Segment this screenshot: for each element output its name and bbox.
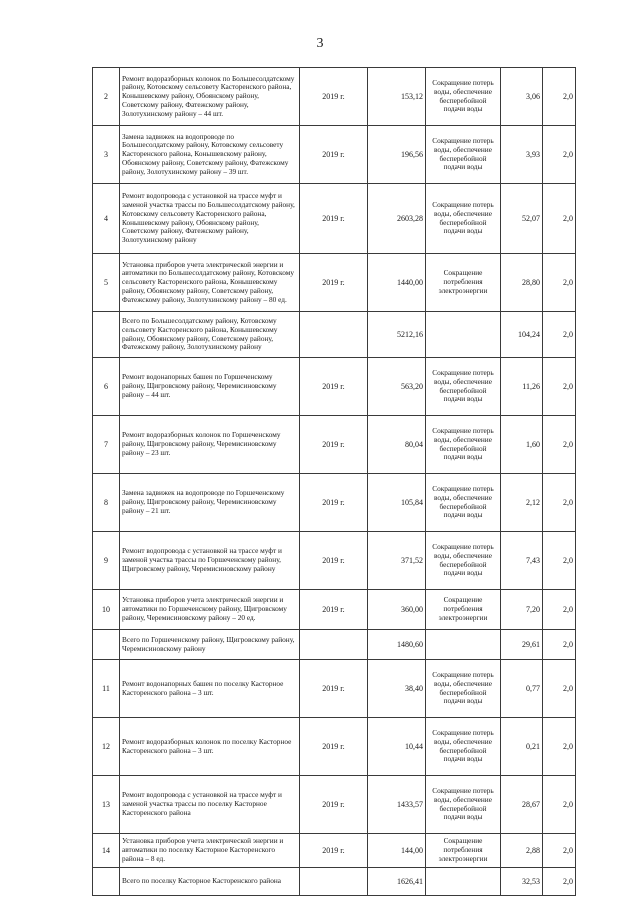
row-amount: 1626,41 (368, 868, 426, 896)
row-share: 29,61 (501, 630, 543, 660)
row-amount: 5212,16 (368, 312, 426, 358)
row-number: 14 (93, 834, 120, 868)
table-row (93, 358, 576, 416)
row-description: Ремонт водонапорных башен по поселку Касторное Касторенского района – 3 шт. (120, 660, 300, 718)
row-share: 104,24 (501, 312, 543, 358)
row-year: 2019 г. (300, 68, 368, 126)
row-amount: 196,56 (368, 126, 426, 184)
table-row (93, 660, 576, 718)
table-row (93, 532, 576, 590)
table-row (93, 474, 576, 532)
row-share: 2,88 (501, 834, 543, 868)
row-coefficient: 2,0 (543, 590, 576, 630)
row-share: 28,67 (501, 776, 543, 834)
row-year: 2019 г. (300, 358, 368, 416)
row-coefficient: 2,0 (543, 358, 576, 416)
row-number: 13 (93, 776, 120, 834)
row-number: 8 (93, 474, 120, 532)
row-year: 2019 г. (300, 776, 368, 834)
row-year: 2019 г. (300, 474, 368, 532)
table-row (93, 834, 576, 868)
table-row (93, 312, 576, 358)
row-description: Установка приборов учета электрической энергии и автоматики по поселку Касторное Касторенского района – 8 ед. (120, 834, 300, 868)
row-number: 7 (93, 416, 120, 474)
row-description: Установка приборов учета электрической энергии и автоматики по Горшеченскому району, Щигровскому району, Черемисиновскому району – 20 ед. (120, 590, 300, 630)
row-effect: Сокращение потерь воды, обеспечение бесперебойной подачи воды (426, 660, 501, 718)
row-effect: Сокращение потерь воды, обеспечение бесперебойной подачи воды (426, 474, 501, 532)
row-year (300, 630, 368, 660)
row-description: Замена задвижек на водопроводе по Горшеченскому району, Щигровскому району, Черемисиновскому району – 21 шт. (120, 474, 300, 532)
row-year: 2019 г. (300, 126, 368, 184)
table-row (93, 184, 576, 254)
table-row (93, 630, 576, 660)
row-effect: Сокращение потерь воды, обеспечение бесперебойной подачи воды (426, 718, 501, 776)
row-effect: Сокращение потерь воды, обеспечение бесперебойной подачи воды (426, 532, 501, 590)
row-number (93, 630, 120, 660)
row-description: Ремонт водопровода с установкой на трассе муфт и заменой участка трассы по поселку Касторное Касторенского района (120, 776, 300, 834)
row-coefficient: 2,0 (543, 126, 576, 184)
row-amount: 144,00 (368, 834, 426, 868)
row-description: Ремонт водонапорных башен по Горшеченскому району, Щигровскому району, Черемисиновскому району – 44 шт. (120, 358, 300, 416)
row-share: 11,26 (501, 358, 543, 416)
table-row (93, 254, 576, 312)
row-share: 0,77 (501, 660, 543, 718)
row-amount: 1440,00 (368, 254, 426, 312)
row-description: Ремонт водопровода с установкой на трассе муфт и заменой участка трассы по Большесолдатскому району, Котовскому сельсовету Касторенского района, Конышевскому району, Обоянскому району, Советскому району, Фатежскому району, Золотухинскому району (120, 184, 300, 254)
row-description: Ремонт водоразборных колонок по Большесолдатскому району, Котовскому сельсовету Касторенского района, Конышевскому району, Обоянскому району, Советскому району, Фатежскому району, Золотухинскому району – 44 шт. (120, 68, 300, 126)
row-number: 10 (93, 590, 120, 630)
row-coefficient: 2,0 (543, 834, 576, 868)
row-effect (426, 868, 501, 896)
row-amount: 80,04 (368, 416, 426, 474)
row-share: 2,12 (501, 474, 543, 532)
row-share: 52,07 (501, 184, 543, 254)
row-effect: Сокращение потерь воды, обеспечение бесперебойной подачи воды (426, 126, 501, 184)
row-year: 2019 г. (300, 590, 368, 630)
row-amount: 360,00 (368, 590, 426, 630)
row-number: 11 (93, 660, 120, 718)
row-amount: 1433,57 (368, 776, 426, 834)
row-coefficient: 2,0 (543, 868, 576, 896)
row-description: Установка приборов учета электрической энергии и автоматики по Большесолдатскому району, Котовскому сельсовету Касторенского района, Конышевскому району, Обоянскому району, Советскому району, Фатежскому району, Золотухинскому району – 80 ед. (120, 254, 300, 312)
table-row (93, 68, 576, 126)
row-year (300, 868, 368, 896)
row-year: 2019 г. (300, 660, 368, 718)
row-coefficient: 2,0 (543, 630, 576, 660)
row-coefficient: 2,0 (543, 416, 576, 474)
row-description: Ремонт водоразборных колонок по Горшеченскому району, Щигровскому району, Черемисиновскому району – 23 шт. (120, 416, 300, 474)
row-number (93, 312, 120, 358)
row-description: Замена задвижек на водопроводе по Большесолдатскому району, Котовскому сельсовету Касторенского района, Конышевскому району, Обоянскому району, Советскому району, Фатежскому району, Золотухинскому району – 39 шт. (120, 126, 300, 184)
row-coefficient: 2,0 (543, 474, 576, 532)
row-description: Ремонт водоразборных колонок по поселку Касторное Касторенского района – 3 шт. (120, 718, 300, 776)
row-coefficient: 2,0 (543, 184, 576, 254)
row-amount: 105,84 (368, 474, 426, 532)
table-row (93, 718, 576, 776)
row-amount: 563,20 (368, 358, 426, 416)
row-share: 0,21 (501, 718, 543, 776)
row-effect (426, 630, 501, 660)
row-effect: Сокращение потребления электроэнергии (426, 834, 501, 868)
row-year: 2019 г. (300, 184, 368, 254)
row-coefficient: 2,0 (543, 312, 576, 358)
table-row (93, 590, 576, 630)
row-coefficient: 2,0 (543, 776, 576, 834)
row-effect (426, 312, 501, 358)
row-number: 6 (93, 358, 120, 416)
row-number: 12 (93, 718, 120, 776)
row-coefficient: 2,0 (543, 660, 576, 718)
row-number: 2 (93, 68, 120, 126)
row-number: 4 (93, 184, 120, 254)
row-number (93, 868, 120, 896)
row-effect: Сокращение потерь воды, обеспечение бесперебойной подачи воды (426, 68, 501, 126)
row-effect: Сокращение потребления электроэнергии (426, 590, 501, 630)
row-year: 2019 г. (300, 254, 368, 312)
row-effect: Сокращение потребления электроэнергии (426, 254, 501, 312)
row-effect: Сокращение потерь воды, обеспечение бесперебойной подачи воды (426, 416, 501, 474)
row-coefficient: 2,0 (543, 718, 576, 776)
row-share: 7,20 (501, 590, 543, 630)
row-share: 7,43 (501, 532, 543, 590)
row-number: 9 (93, 532, 120, 590)
table-row (93, 868, 576, 896)
row-number: 3 (93, 126, 120, 184)
row-year: 2019 г. (300, 532, 368, 590)
page-number: 3 (316, 36, 324, 51)
row-description: Всего по Большесолдатскому району, Котовскому сельсовету Касторенского района, Конышевскому району, Обоянскому району, Советскому району, Фатежскому району, Золотухинскому району (120, 312, 300, 358)
row-description: Всего по поселку Касторное Касторенского района (120, 868, 300, 896)
row-coefficient: 2,0 (543, 68, 576, 126)
row-share: 3,93 (501, 126, 543, 184)
row-share: 28,80 (501, 254, 543, 312)
table-row (93, 416, 576, 474)
row-description: Всего по Горшеченскому району, Щигровскому району, Черемисиновскому району (120, 630, 300, 660)
table-row (93, 776, 576, 834)
row-amount: 371,52 (368, 532, 426, 590)
row-effect: Сокращение потерь воды, обеспечение бесперебойной подачи воды (426, 358, 501, 416)
row-amount: 153,12 (368, 68, 426, 126)
row-year: 2019 г. (300, 834, 368, 868)
row-year (300, 312, 368, 358)
row-effect: Сокращение потерь воды, обеспечение бесперебойной подачи воды (426, 776, 501, 834)
row-amount: 1480,60 (368, 630, 426, 660)
row-coefficient: 2,0 (543, 254, 576, 312)
row-share: 3,06 (501, 68, 543, 126)
row-coefficient: 2,0 (543, 532, 576, 590)
row-effect: Сокращение потерь воды, обеспечение бесперебойной подачи воды (426, 184, 501, 254)
table-row (93, 126, 576, 184)
row-amount: 10,44 (368, 718, 426, 776)
investment-table (92, 67, 576, 896)
row-year: 2019 г. (300, 416, 368, 474)
row-year: 2019 г. (300, 718, 368, 776)
row-description: Ремонт водопровода с установкой на трассе муфт и заменой участка трассы по Горшеченскому району, Щигровскому району, Черемисиновскому району (120, 532, 300, 590)
row-amount: 2603,28 (368, 184, 426, 254)
row-amount: 38,40 (368, 660, 426, 718)
row-share: 1,60 (501, 416, 543, 474)
row-share: 32,53 (501, 868, 543, 896)
row-number: 5 (93, 254, 120, 312)
